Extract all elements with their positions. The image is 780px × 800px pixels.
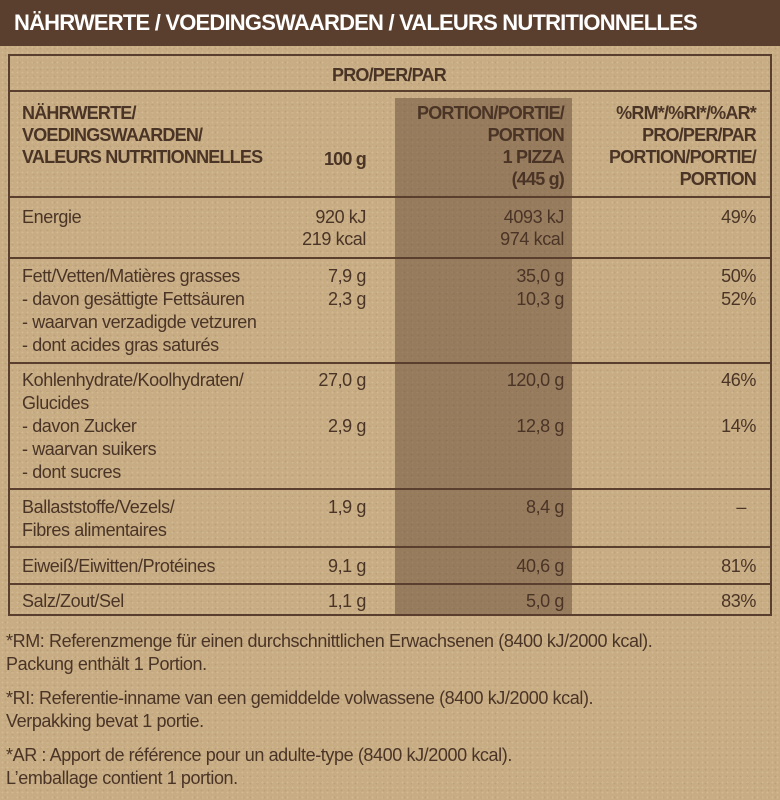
row-energy-100g-kcal: 219 kcal <box>302 229 366 249</box>
row-sugar-label-fr: - dont sucres <box>22 462 121 482</box>
header-ri-line3: PORTION/PORTIE/ <box>608 147 756 167</box>
row-sat-label-de: - davon gesättigte Fettsäuren <box>22 289 245 309</box>
row-salt-portion: 5,0 g <box>525 591 564 611</box>
header-ri-line4: PORTION <box>679 169 756 189</box>
row-sugar-ri: 14% <box>721 416 756 436</box>
header-ri-line2: PRO/PER/PAR <box>642 125 756 145</box>
row-sugar-label-nl: - waarvan suikers <box>22 439 157 459</box>
divider <box>10 196 770 198</box>
divider <box>10 257 770 259</box>
divider <box>10 362 770 364</box>
footnote-ri: *RI: Referentie-inname van een gemiddelde volwassene (8400 kJ/2000 kcal). <box>6 688 594 708</box>
divider <box>10 546 770 548</box>
footnote-ar-portion: L’emballage contient 1 portion. <box>6 768 238 788</box>
footnote-rm: *RM: Referenzmenge für einen durchschnittlichen Erwachsenen (8400 kJ/2000 kcal). <box>6 631 653 651</box>
row-protein-label: Eiweiß/Eiwitten/Protéines <box>22 556 216 576</box>
header-100g: 100 g <box>323 149 366 169</box>
row-salt-ri: 83% <box>721 591 756 611</box>
row-energy-portion-kcal: 974 kcal <box>500 229 564 249</box>
row-fibre-ri: – <box>736 497 746 517</box>
row-energy-label: Energie <box>22 207 82 227</box>
row-fibre-label-1: Ballaststoffe/Vezels/ <box>22 497 175 517</box>
row-protein-ri: 81% <box>721 556 756 576</box>
footnote-ar: *AR : Apport de référence pour un adulte-type (8400 kJ/2000 kcal). <box>6 745 512 765</box>
row-fibre-100g: 1,9 g <box>327 497 366 517</box>
header-portion-line3: 1 PIZZA <box>502 147 564 167</box>
divider <box>10 488 770 490</box>
row-sat-100g: 2,3 g <box>327 289 366 309</box>
per-label: PRO/PER/PAR <box>332 65 446 85</box>
row-sat-ri: 52% <box>721 289 756 309</box>
row-fibre-portion: 8,4 g <box>525 497 564 517</box>
row-carb-label-2: Glucides <box>22 393 89 413</box>
row-carb-100g: 27,0 g <box>318 370 366 390</box>
row-salt-100g: 1,1 g <box>327 591 366 611</box>
row-energy-portion-kj: 4093 kJ <box>503 207 564 227</box>
row-sat-label-nl: - waarvan verzadigde vetzuren <box>22 312 257 332</box>
header-portion-line2: PORTION <box>487 125 564 145</box>
row-sat-label-fr: - dont acides gras saturés <box>22 335 219 355</box>
header-ri-line1: %RM*/%RI*/%AR* <box>616 103 756 123</box>
row-sat-portion: 10,3 g <box>516 289 564 309</box>
row-salt-label: Salz/Zout/Sel <box>22 591 124 611</box>
row-carb-label-1: Kohlenhydrate/Koolhydraten/ <box>22 370 244 390</box>
row-energy-ri: 49% <box>721 207 756 227</box>
header-portion-line4: (445 g) <box>511 169 564 189</box>
row-fat-label: Fett/Vetten/Matières grasses <box>22 266 240 286</box>
header-nutrient-line1: NÄHRWERTE/ <box>22 103 136 123</box>
divider <box>10 583 770 585</box>
row-sugar-label-de: - davon Zucker <box>22 416 137 436</box>
row-carb-portion: 120,0 g <box>506 370 564 390</box>
header-portion-line1: PORTION/PORTIE/ <box>416 103 564 123</box>
header-nutrient-line2: VOEDINGSWAARDEN/ <box>22 125 203 145</box>
row-carb-ri: 46% <box>721 370 756 390</box>
nutrition-header: NÄHRWERTE / VOEDINGSWAARDEN / VALEURS NUTRITIONNELLES <box>0 0 780 46</box>
row-sugar-100g: 2,9 g <box>327 416 366 436</box>
footnote-ri-portion: Verpakking bevat 1 portie. <box>6 711 204 731</box>
row-energy-100g-kj: 920 kJ <box>315 207 366 227</box>
row-sugar-portion: 12,8 g <box>516 416 564 436</box>
row-protein-100g: 9,1 g <box>327 556 366 576</box>
divider <box>10 90 770 92</box>
row-protein-portion: 40,6 g <box>516 556 564 576</box>
header-nutrient-line3: VALEURS NUTRITIONNELLES <box>22 147 263 167</box>
row-fat-ri: 50% <box>721 266 756 286</box>
row-fat-100g: 7,9 g <box>327 266 366 286</box>
row-fat-portion: 35,0 g <box>516 266 564 286</box>
row-fibre-label-2: Fibres alimentaires <box>22 520 167 540</box>
footnote-rm-portion: Packung enthält 1 Portion. <box>6 654 207 674</box>
